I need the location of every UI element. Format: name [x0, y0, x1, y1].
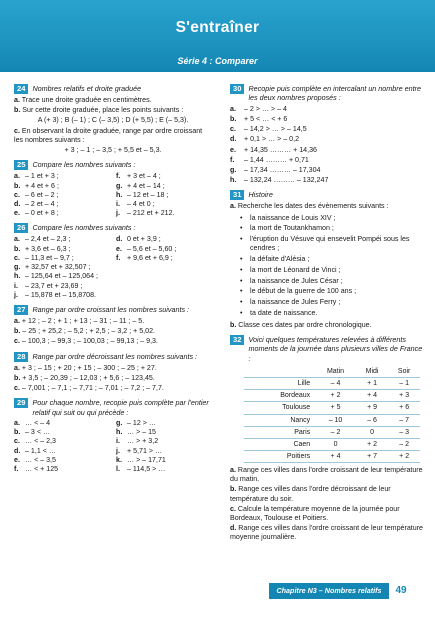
list-item: c. – 11,3 et – 9,7 ; — [14, 253, 74, 262]
exercise-24: 24 Nombres relatifs et droite graduée a. Trace une droite graduée en centimètres. b. Sur cette droite graduée, place les points suivants : A (+ 3) ; B (– 1) ; C (– 3,5) ; D (+ 5,5) ; E (– 5,3). c. En observant la droite graduée, range par ordre croissant les nombres suivants : + 3 ; – 1 ; – 3,5 ; + 5,5 et – 5,3. — [14, 84, 212, 155]
table-row: Nancy – 10 – 6 – 7 — [244, 414, 420, 426]
list-item: g. + 32,57 et + 32,507 ; — [14, 263, 91, 272]
list-item: • ta date de naissance. — [240, 309, 424, 318]
list-item: d. – 1,1 < … — [14, 446, 56, 455]
list-item: e. – 5,6 et – 5,60 ; — [116, 244, 177, 253]
list-item: a. – 1 et + 3 ; — [14, 172, 59, 181]
list-item: g. – 17,34 ……… – 17,304 — [230, 166, 321, 175]
exercise-number: 27 — [14, 305, 28, 315]
list-item: b. + 5 < … < + 6 — [230, 114, 288, 123]
table-row: Toulouse + 5 + 9 + 6 — [244, 402, 420, 414]
question-b: Range ces villes dans l'ordre décroissant de leur température du soir. — [230, 485, 391, 503]
exercise-number: 32 — [230, 335, 244, 345]
question-b: Classe ces dates par ordre chronologique. — [238, 320, 372, 329]
exercise-title: Nombres relatifs et droite graduée — [32, 84, 142, 93]
list-item: b. + 3,6 et – 6,3 ; — [14, 244, 71, 253]
question-b: Sur cette droite graduée, place les points suivants : — [22, 106, 184, 115]
page-number: 49 — [395, 585, 407, 596]
list-item: g. + 4 et – 14 ; — [116, 181, 165, 190]
list-item: i. – 23,7 et + 23,69 ; — [14, 281, 83, 290]
question-b: – 25 ; + 25,2 ; – 5,2 ; + 2,5 ; – 3,2 ; + 5,02. — [22, 327, 156, 336]
list-item: • la défaite d'Alésia ; — [240, 255, 424, 264]
table-row: Caen 0 + 2 – 2 — [244, 438, 420, 450]
list-item: e. – 0 et + 8 ; — [14, 209, 59, 218]
question-b: + 3,5 ; – 20,39 ; – 12,03 ; + 5,6 ; – 123,45. — [22, 373, 155, 382]
right-column — [230, 84, 424, 548]
list-item: c. … < – 2,3 — [14, 437, 56, 446]
list-item: • la mort de Léonard de Vinci ; — [240, 266, 424, 275]
question-c: – 100,3 ; – 99,3 ; – 100,03 ; – 99,13 ; – 9,3. — [21, 337, 158, 346]
list-item: f. – 1,44 ……… + 0,71 — [230, 155, 309, 164]
list-item: • la mort de Toutankhamon ; — [240, 224, 424, 233]
exercise-28: 28 Range par ordre décroissant les nombres suivants : a. + 3 ; – 15 ; + 20 ; + 15 ; – 300 ; – 25 ; + 27. b. + 3,5 ; – 20,39 ; – 12,03 ; + 5,6 ; – 123,45. c. – 7,001 ; – 7,1 ; – 7,71 ; – 7,01 ; – 7,2 ; – 7,7. — [14, 351, 198, 393]
list-item: a. … < – 4 — [14, 418, 51, 427]
exercise-title: Voici quelques températures relevées à différents moments de la journée dans plusieurs villes de France : — [248, 335, 423, 363]
list-item: k. … > – 17,71 — [116, 455, 166, 464]
series-subtitle: Série 4 : Comparer — [177, 56, 258, 66]
exercise-26 — [14, 223, 212, 300]
items-grid — [14, 235, 212, 263]
list-item: h. – 12 et – 18 ; — [116, 190, 169, 199]
exercise-30 — [230, 84, 424, 185]
exercise-title: Pour chaque nombre, recopie puis complète par l'entier relatif qui suit ou qui précède : — [32, 398, 209, 417]
table-row: Bordeaux + 2 + 4 + 3 — [244, 390, 420, 402]
table-row: Lille – 4 + 1 – 1 — [244, 378, 420, 390]
exercise-number: 29 — [14, 398, 28, 408]
list-item: • la naissance de Jules Ferry ; — [240, 298, 424, 307]
list-item: c. – 14,2 > … > – 14,5 — [230, 125, 307, 134]
list-item: f. + 3 et – 4 ; — [116, 172, 161, 181]
exercise-number: 28 — [14, 352, 28, 362]
exercise-25 — [14, 160, 212, 218]
list-item: d. – 2 et – 4 ; — [14, 199, 59, 208]
list-item: j. – 212 et + 212. — [116, 209, 175, 218]
list-item: b. – 3 < … — [14, 428, 51, 437]
numbers-list: + 3 ; – 1 ; – 3,5 ; + 5,5 et – 5,3. — [64, 146, 162, 155]
list-item: h. – 125,64 et – 125,064 ; — [14, 272, 98, 281]
question-c: Calcule la température moyenne de la journée pour Bordeaux, Toulouse et Poitiers. — [230, 504, 400, 523]
list-item: i. – 4 et 0 ; — [116, 199, 155, 208]
question-a: Range ces villes dans l'ordre croissant de leur température du matin. — [230, 465, 423, 484]
question-c: – 7,001 ; – 7,1 ; – 7,71 ; – 7,01 ; – 7,2 ; – 7,7. — [21, 384, 164, 393]
exercise-31: 31 Histoire a. Recherche les dates des évènements suivants : • la naissance de Louis XIV ; • la mort de Toutankhamon ; • l'éruption du Vésuve qui ensevelit Pompéi sous les cendres ; • la défaite d'Alésia ; • la mort de Léonard de Vinci ; • la naissance de Jules César ; • le début de la guerre de 100 ans ; • la naissance de Jules Ferry ; • ta date de naissance. b. Classe ces dates par ordre chronologique. — [230, 190, 424, 330]
list-item: f. … < + 125 — [14, 465, 59, 474]
question-a: Recherche les dates des évènements suivants : — [237, 202, 389, 211]
question-c: En observant la droite graduée, range par ordre croissant les nombres suivants : — [14, 126, 203, 144]
list-item: • l'éruption du Vésuve qui ensevelit Pompéi sous les cendres ; — [240, 235, 424, 253]
exercise-number: 26 — [14, 223, 28, 233]
question-a: + 12 ; – 2 ; + 1 ; + 13 ; – 31 ; – 11 ; – 5. — [21, 316, 145, 325]
page-header — [0, 0, 435, 72]
exercise-title: Compare les nombres suivants : — [32, 223, 136, 233]
list-item: b. + 4 et + 6 ; — [14, 181, 59, 190]
left-column — [14, 84, 212, 479]
exercise-27: 27 Range par ordre croissant les nombres suivants : a. + 12 ; – 2 ; + 1 ; + 13 ; – 31 ; – 11 ; – 5. b. – 25 ; + 25,2 ; – 5,2 ; + 2,5 ; – 3,2 ; + 5,02. c. – 100,3 ; – 99,3 ; – 100,03 ; – 99,13 ; – 9,3. — [14, 304, 190, 346]
question-a: + 3 ; – 15 ; + 20 ; + 15 ; – 300 ; – 25 ; + 27. — [21, 363, 157, 372]
list-item: j. + 5,71 > … — [116, 446, 163, 455]
list-item: c. – 6 et – 2 ; — [14, 190, 59, 199]
list-item: a. – 2,4 et – 2,3 ; — [14, 235, 71, 244]
list-item: g. – 12 > … — [116, 418, 156, 427]
list-item: j. – 15,878 et – 15,8708. — [14, 290, 96, 299]
list-item: d. + 0,1 > … > – 0,2 — [230, 135, 300, 144]
items-grid — [14, 172, 212, 218]
exercise-29 — [14, 398, 212, 474]
list-item: • la naissance de Jules César ; — [240, 277, 424, 286]
table-row: Poitiers + 4 + 7 + 2 — [244, 450, 420, 462]
exercise-title: Recopie puis complète en intercalant un nombre entre les deux nombres proposés : — [248, 84, 422, 103]
table-header-row: Matin Midi Soir — [244, 366, 420, 378]
temperature-table — [244, 366, 420, 463]
exercise-title: Histoire — [248, 190, 273, 200]
list-item: e. + 14,35 ……… + 14,36 — [230, 145, 317, 154]
table-row: Paris – 2 0 – 3 — [244, 426, 420, 438]
list-item: l. – 114,5 > … — [116, 465, 166, 474]
exercise-title: Compare les nombres suivants : — [32, 160, 136, 170]
page-title: S'entraîner — [175, 19, 260, 36]
exercise-title: Range par ordre croissant les nombres suivants : — [32, 304, 190, 314]
exercise-number: 30 — [230, 84, 244, 94]
exercise-title: Range par ordre décroissant les nombres suivants : — [32, 351, 198, 361]
exercise-number: 31 — [230, 190, 244, 200]
list-item: h. – 132,24 ……… – 132,247 — [230, 176, 329, 185]
events-list — [240, 214, 424, 318]
exercise-32: 32 Voici quelques températures relevées à différents moments de la journée dans plusieurs villes de France : Matin Midi Soir Lille – 4 + 1 – 1 Bordeaux + 2 + 4 + 3 Toulouse + 5 + 9 + 6 Nancy – 10 – 6 – 7 Paris – 2 0 – 3 Caen 0 + 2 – 2 Poitiers + 4 + 7 + 2 a. Range ces villes dans l'ordre croissant de leur température du matin. b. Range ces villes dans l'ordre décroissant de leur température du soir. c. Calcule la température moyenne de la journée pour Bordeaux, Toulouse et Poitiers. d. Range ces villes dans l'ordre croissant de leur température moyenne journalière. — [230, 335, 423, 542]
question-d: Range ces villes dans l'ordre croissant de leur température moyenne journalière. — [230, 524, 423, 542]
items-grid — [14, 419, 212, 474]
list-item: d. 0 et + 3,9 ; — [116, 235, 161, 244]
list-item: • la naissance de Louis XIV ; — [240, 214, 424, 223]
chapter-footer: Chapitre N3 – Nombres relatifs — [269, 583, 389, 599]
list-item: e. … < – 3,5 — [14, 455, 56, 464]
exercise-number: 25 — [14, 160, 28, 170]
list-item: i. … > + 3,2 — [116, 437, 159, 446]
points-list: A (+ 3) ; B (– 1) ; C (– 3,5) ; D (+ 5,5) ; E (– 5,3). — [37, 116, 189, 125]
list-item: • le début de la guerre de 100 ans ; — [240, 287, 424, 296]
list-item: a. – 2 > … > – 4 — [230, 104, 287, 113]
list-item: h. … > – 15 — [116, 428, 156, 437]
question-a: Trace une droite graduée en centimètres. — [21, 96, 152, 104]
exercise-number: 24 — [14, 84, 28, 94]
list-item: f. + 9,6 et + 6,9 ; — [116, 253, 173, 262]
